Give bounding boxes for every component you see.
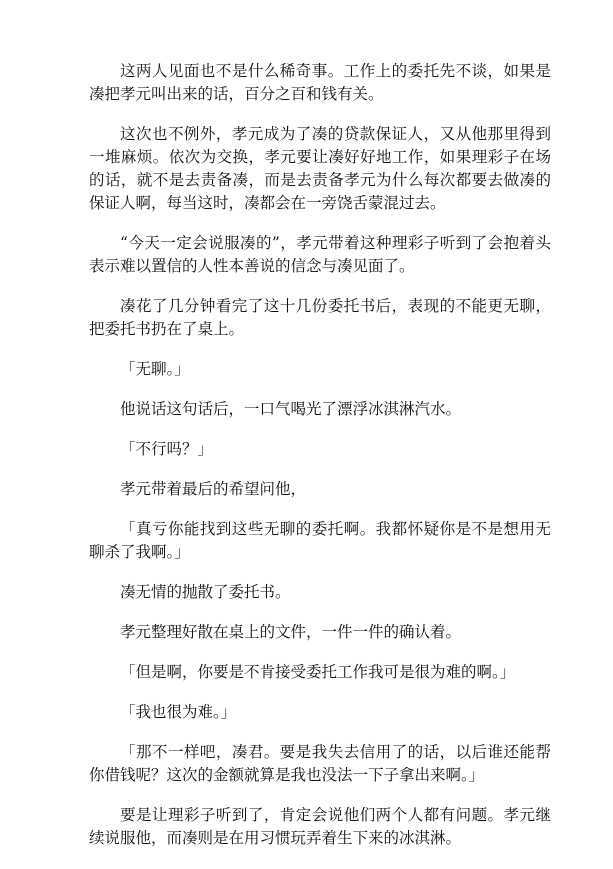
paragraph-2: 这次也不例外，孝元成为了凑的贷款保证人，又从他那里得到一堆麻烦。依次为交换，孝元要让凑好好地工作，如果理彩子在场的话，就不是去责备凑，而是去责备孝元为什么每次都要去做凑的保证人啊，每当这时，凑都会在一旁饶舌蒙混过去。 [89, 125, 551, 212]
paragraph-7: 「不行吗？」 [120, 440, 214, 458]
paragraph-6: 他说话这句话后，一口气喝光了漂浮冰淇淋汽水。 [120, 400, 462, 418]
paragraph-15: 要是让理彩子听到了，肯定会说他们两个人都有问题。孝元继续说服他，而凑则是在用习惯玩弄着生下来的冰淇淋。 [89, 806, 551, 847]
paragraph-13: 「我也很为难。」 [120, 703, 237, 721]
paragraph-5: 「无聊。」 [120, 360, 190, 378]
paragraph-11: 孝元整理好散在桌上的文件，一件一件的确认着。 [120, 623, 462, 641]
paragraph-14: 「那不一样吧，凑君。要是我失去信用了的话，以后谁还能帮你借钱呢？这次的金额就算是我也没法一下子拿出来啊。」 [89, 743, 551, 784]
paragraph-10: 凑无情的抛散了委托书。 [120, 583, 291, 601]
paragraph-3: “今天一定会说服凑的”，孝元带着这种理彩子听到了会抱着头表示难以置信的人性本善说的信念与凑见面了。 [89, 234, 551, 275]
paragraph-4: 凑花了几分钟看完了这十几份委托书后，表现的不能更无聊，把委托书扔在了桌上。 [89, 297, 551, 338]
body-text [89, 60, 551, 867]
paragraph-9: 「真亏你能找到这些无聊的委托啊。我都怀疑你是不是想用无聊杀了我啊。」 [89, 520, 551, 561]
paragraph-12: 「但是啊，你要是不肯接受委托工作我可是很为难的啊。」 [120, 663, 516, 681]
paragraph-1: 这两人见面也不是什么稀奇事。工作上的委托先不谈，如果是凑把孝元叫出来的话，百分之百和钱有关。 [89, 62, 551, 103]
paragraph-8: 孝元带着最后的希望问他， [120, 480, 307, 498]
